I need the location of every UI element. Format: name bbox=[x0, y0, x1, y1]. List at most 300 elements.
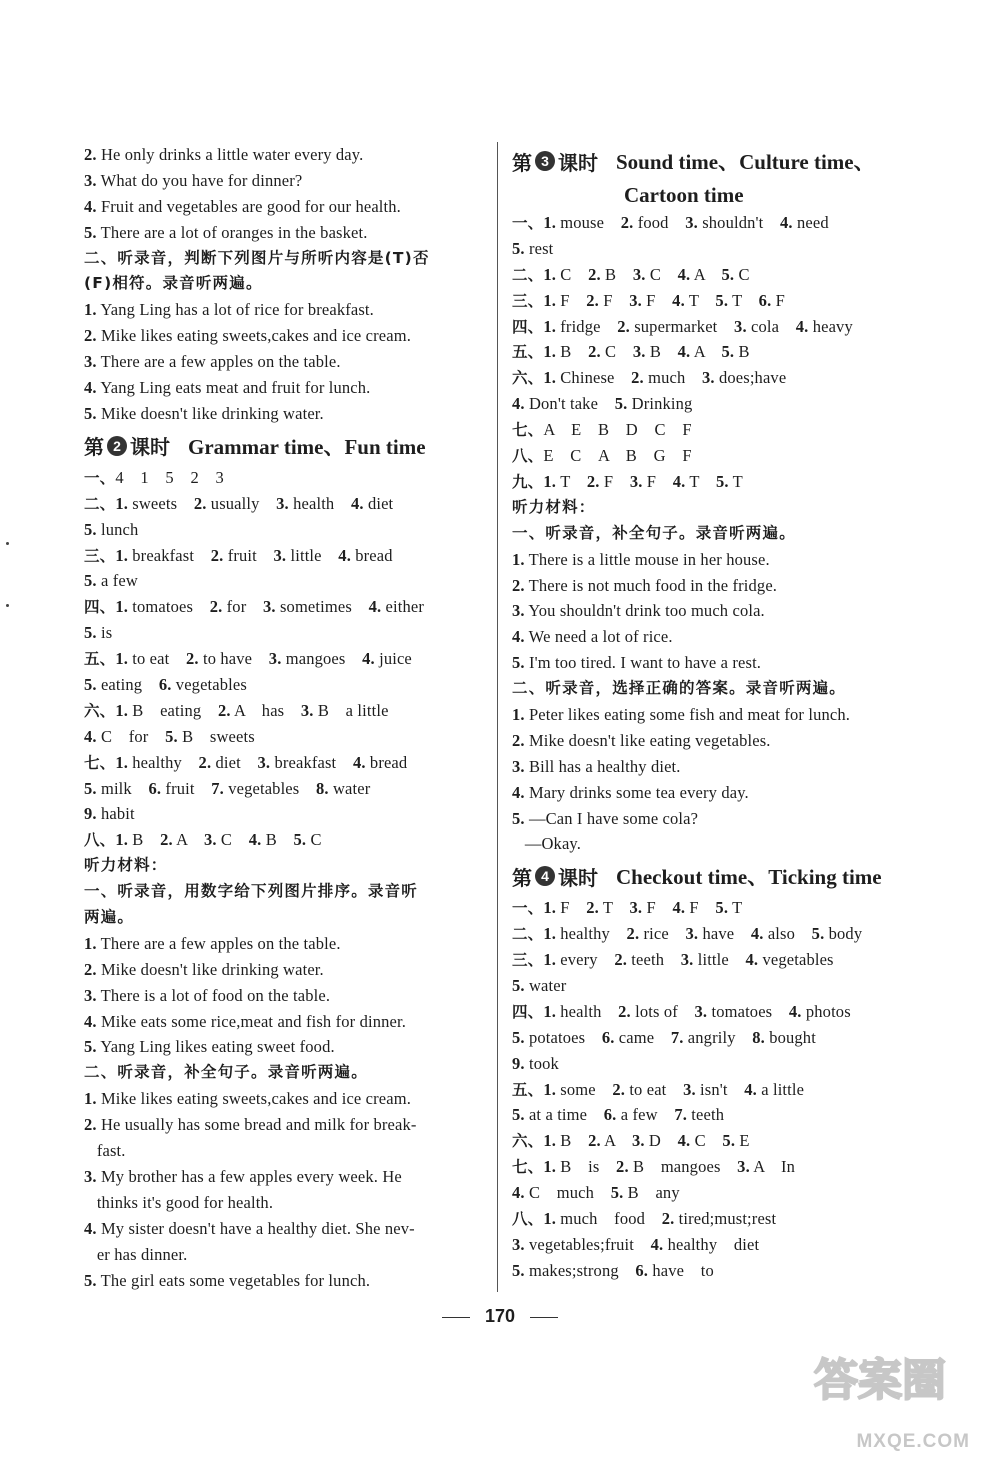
sentence-text: He only drinks a little water every day. bbox=[96, 145, 364, 164]
answer-text: also bbox=[763, 924, 812, 944]
answer-text: healthy bbox=[128, 752, 199, 772]
item-number: 4. bbox=[84, 1011, 97, 1031]
answer-line bbox=[512, 1102, 912, 1128]
answer-number: 1. bbox=[543, 898, 556, 918]
answer-number: 3. bbox=[263, 597, 276, 617]
answer-text: vegetables bbox=[171, 674, 247, 694]
answer-line bbox=[512, 921, 912, 947]
answer-line bbox=[512, 314, 912, 340]
answer-text: A has bbox=[230, 700, 301, 720]
answer-text: isn't bbox=[695, 1079, 745, 1099]
answer-text: tomatoes bbox=[128, 597, 210, 617]
answer-number: 2. bbox=[588, 1131, 601, 1151]
sentence-line bbox=[84, 194, 489, 220]
answer-text: T bbox=[728, 290, 759, 310]
answer-text: usually bbox=[206, 493, 277, 513]
answer-number: 4. bbox=[672, 290, 685, 310]
answer-text: D bbox=[644, 1131, 678, 1151]
answer-line bbox=[512, 1180, 912, 1206]
answer-line bbox=[512, 288, 912, 314]
answer-text: C much bbox=[524, 1183, 611, 1203]
answer-number: 5. bbox=[293, 830, 307, 850]
answer-text: a little bbox=[756, 1079, 805, 1099]
answer-line bbox=[84, 776, 489, 802]
answer-number: 5. bbox=[512, 1027, 525, 1047]
answer-text: B a little bbox=[313, 700, 389, 720]
answer-number: 7. bbox=[674, 1105, 688, 1125]
answer-number: 5. bbox=[84, 519, 97, 539]
answer-number: 2. bbox=[612, 1079, 626, 1099]
item-number: 4. bbox=[84, 1218, 97, 1238]
answer-line bbox=[84, 827, 489, 853]
answer-text: water bbox=[524, 975, 567, 995]
answer-number: 5. bbox=[721, 342, 735, 362]
answer-number: 4. bbox=[745, 950, 759, 970]
sentence-line bbox=[512, 831, 912, 857]
sentence-text: There is a little mouse in her house. bbox=[524, 549, 770, 569]
sentence-line bbox=[512, 728, 912, 754]
answer-number: 5. bbox=[715, 290, 729, 310]
sentence-line bbox=[84, 1034, 489, 1060]
sentence-text: My sister doesn't have a healthy diet. She nev- bbox=[96, 1218, 415, 1238]
sentence-line bbox=[84, 323, 489, 349]
answer-text: A In bbox=[749, 1157, 796, 1177]
answer-line bbox=[512, 1232, 912, 1258]
answer-line bbox=[84, 801, 489, 827]
answer-line bbox=[512, 469, 912, 495]
answer-line bbox=[512, 1128, 912, 1154]
answer-number: 6. bbox=[603, 1105, 617, 1125]
sentence-text: fast. bbox=[84, 1141, 126, 1161]
answer-text: F bbox=[685, 898, 716, 918]
answer-text: fruit bbox=[223, 545, 274, 565]
answer-line bbox=[512, 1051, 912, 1077]
sentence-text: You shouldn't drink too much cola. bbox=[524, 601, 765, 621]
sentence-line bbox=[84, 220, 489, 246]
answer-number: 1. bbox=[543, 1157, 556, 1177]
sentence-line bbox=[512, 780, 912, 806]
answer-text: either bbox=[381, 597, 424, 617]
answer-text: bought bbox=[764, 1027, 816, 1047]
answer-text: 4 1 5 2 3 bbox=[115, 467, 224, 487]
chinese-heading: 两遍。 bbox=[84, 908, 135, 926]
answer-number: 3. bbox=[276, 493, 289, 513]
answer-number: 2. bbox=[198, 752, 212, 772]
answer-number: 2. bbox=[617, 316, 630, 336]
answer-number: 2. bbox=[618, 1001, 631, 1021]
answer-text: A bbox=[172, 830, 204, 850]
answer-line bbox=[512, 391, 912, 417]
sentence-line bbox=[84, 1086, 489, 1112]
sentence-text: Mike eats some rice,meat and fish for dinner. bbox=[96, 1011, 406, 1031]
answer-number: 4. bbox=[248, 830, 262, 850]
sentence-text: —Can I have some cola? bbox=[524, 808, 699, 828]
answer-text: mangoes bbox=[281, 649, 363, 669]
answer-number: 5. bbox=[84, 623, 97, 643]
lesson-suffix: 课时 bbox=[130, 435, 170, 460]
lesson-suffix: 课时 bbox=[558, 150, 598, 175]
sentence-line bbox=[84, 375, 489, 401]
answer-number: 5. bbox=[614, 394, 628, 414]
sentence-text: Bill has a healthy diet. bbox=[524, 756, 681, 776]
item-number: 1. bbox=[512, 704, 525, 724]
item-number: 4. bbox=[512, 627, 525, 647]
sentence-line bbox=[84, 168, 489, 194]
chinese-heading: 听力材料： bbox=[84, 856, 168, 875]
sentence-text: —Okay. bbox=[512, 834, 582, 854]
answer-line bbox=[84, 594, 489, 620]
section-marker: 二、 bbox=[84, 494, 116, 513]
answer-number: 2. bbox=[186, 649, 199, 669]
lesson-prefix: 第 bbox=[84, 435, 104, 460]
sentence-text: There are a few apples on the table. bbox=[96, 352, 341, 372]
lesson-suffix: 课时 bbox=[558, 865, 598, 890]
item-number: 2. bbox=[84, 145, 97, 164]
answer-line bbox=[512, 443, 912, 469]
item-number: 3. bbox=[84, 352, 97, 372]
answer-number: 4. bbox=[512, 1183, 525, 1203]
answer-line bbox=[512, 973, 912, 999]
answer-line bbox=[84, 620, 489, 646]
section-marker: 一、 bbox=[512, 214, 544, 232]
answer-text: teeth bbox=[687, 1105, 725, 1125]
answer-number: 4. bbox=[512, 394, 525, 414]
answer-text: B mangoes bbox=[628, 1157, 738, 1177]
answer-line bbox=[512, 1077, 912, 1103]
answer-text: is bbox=[96, 623, 113, 643]
chinese-heading: 二、听录音，补全句子。录音听两遍。 bbox=[84, 1063, 368, 1082]
answer-number: 9. bbox=[512, 1053, 525, 1073]
answer-number: 1. bbox=[115, 752, 128, 772]
answer-number: 3. bbox=[512, 1234, 525, 1254]
answer-number: 2. bbox=[620, 213, 634, 232]
answer-number: 4. bbox=[677, 342, 691, 362]
sentence-line bbox=[84, 349, 489, 375]
answer-number: 2. bbox=[614, 950, 628, 970]
answer-line bbox=[84, 517, 489, 543]
answer-number: 3. bbox=[632, 264, 646, 284]
sentence-text: He usually has some bread and milk for break- bbox=[96, 1115, 417, 1135]
answer-number: 6. bbox=[148, 778, 162, 798]
answer-line bbox=[512, 417, 912, 443]
answer-line bbox=[84, 543, 489, 569]
answer-text: health bbox=[556, 1001, 619, 1021]
sentence-line bbox=[512, 702, 912, 728]
answer-number: 3. bbox=[268, 649, 282, 669]
answer-number: 3. bbox=[629, 471, 643, 491]
answer-text: every bbox=[556, 950, 615, 970]
chinese-heading: 一、听录音，补全句子。录音听两遍。 bbox=[512, 523, 796, 542]
answer-line bbox=[512, 1154, 912, 1180]
sentence-line bbox=[512, 598, 912, 624]
answer-number: 1. bbox=[543, 950, 556, 970]
answer-text: little bbox=[286, 545, 339, 565]
answer-number: 3. bbox=[273, 545, 287, 565]
answer-text: diet bbox=[211, 752, 258, 772]
lesson-number-badge: 4 bbox=[535, 866, 555, 886]
answer-number: 6. bbox=[601, 1027, 615, 1047]
answer-number: 5. bbox=[84, 778, 97, 798]
answer-text: Drinking bbox=[627, 394, 693, 414]
answer-text: lots of bbox=[630, 1001, 695, 1021]
lesson-number-badge: 2 bbox=[107, 436, 127, 456]
answer-text: F bbox=[598, 290, 630, 310]
answer-number: 4. bbox=[350, 493, 364, 513]
answer-text: at a time bbox=[524, 1105, 604, 1125]
answer-text: C bbox=[690, 1131, 723, 1151]
answer-text: F bbox=[642, 471, 673, 491]
answer-text: fruit bbox=[161, 778, 212, 798]
page-number-dash bbox=[530, 1317, 558, 1318]
answer-text: diet bbox=[363, 493, 394, 513]
answer-text: body bbox=[824, 924, 863, 944]
answer-text: much bbox=[643, 368, 703, 388]
answer-text: fridge bbox=[556, 316, 618, 336]
answer-text: C for bbox=[96, 726, 166, 746]
answer-text: need bbox=[792, 213, 829, 232]
sentence-line bbox=[512, 624, 912, 650]
answer-number: 9. bbox=[84, 804, 97, 824]
answer-text: came bbox=[614, 1027, 671, 1047]
answer-number: 3. bbox=[683, 1079, 696, 1099]
chinese-heading: 二、听录音，判断下列图片与所听内容是(T)否 bbox=[84, 248, 430, 267]
answer-text: shouldn't bbox=[697, 213, 781, 232]
answer-number: 5. bbox=[512, 975, 525, 995]
answer-text: lunch bbox=[96, 519, 139, 539]
answer-number: 1. bbox=[543, 290, 556, 310]
section-marker: 二、 bbox=[512, 925, 544, 944]
answer-text: took bbox=[524, 1053, 559, 1073]
answer-text: to eat bbox=[625, 1079, 684, 1099]
lesson-title: Grammar time、Fun time bbox=[188, 434, 426, 459]
sentence-text: er has dinner. bbox=[84, 1244, 188, 1264]
answer-number: 5. bbox=[610, 1183, 624, 1203]
answer-number: 1. bbox=[543, 316, 556, 336]
lesson-title-line2: Cartoon time bbox=[624, 183, 744, 207]
sentence-text: thinks it's good for health. bbox=[84, 1192, 274, 1212]
watermark-logo-text: 答案圈 bbox=[814, 1355, 946, 1406]
answer-text: B bbox=[600, 264, 633, 284]
answer-text: breakfast bbox=[128, 545, 211, 565]
sentence-text: Peter likes eating some fish and meat for lunch. bbox=[524, 704, 851, 724]
answer-number: 1. bbox=[543, 1079, 556, 1099]
item-number: 4. bbox=[84, 196, 97, 216]
sentence-line bbox=[84, 1009, 489, 1035]
answer-number: 5. bbox=[811, 924, 825, 944]
sentence-text: Mike doesn't like drinking water. bbox=[96, 959, 324, 979]
answer-number: 3. bbox=[734, 316, 747, 336]
section-marker: 七、 bbox=[84, 753, 116, 772]
answer-number: 5. bbox=[512, 1260, 525, 1280]
answer-number: 3. bbox=[203, 830, 217, 850]
sentence-line bbox=[512, 806, 912, 832]
answer-line bbox=[84, 672, 489, 698]
scan-mark bbox=[6, 604, 9, 607]
answer-number: 1. bbox=[543, 213, 556, 232]
answer-number: 1. bbox=[543, 924, 556, 944]
answer-number: 4. bbox=[750, 924, 764, 944]
answer-number: 1. bbox=[543, 1131, 556, 1151]
answer-text: F bbox=[642, 898, 673, 918]
answer-text: eating bbox=[96, 674, 159, 694]
answer-text: F bbox=[599, 471, 630, 491]
section-marker: 一、 bbox=[512, 899, 544, 918]
answer-text: to have bbox=[198, 649, 269, 669]
item-number: 1. bbox=[84, 1089, 97, 1109]
lesson-title: Sound time、Culture time、 bbox=[616, 150, 875, 174]
answer-number: 8. bbox=[316, 778, 329, 798]
answer-number: 1. bbox=[115, 493, 128, 513]
answer-line bbox=[512, 895, 912, 921]
section-marker: 三、 bbox=[512, 951, 544, 970]
answer-number: 2. bbox=[588, 264, 601, 284]
answer-number: 1. bbox=[115, 597, 128, 617]
lesson-heading bbox=[512, 859, 912, 893]
answer-number: 1. bbox=[543, 264, 556, 284]
answer-number: 3. bbox=[694, 1001, 708, 1021]
answer-number: 3. bbox=[300, 700, 314, 720]
answer-text: A bbox=[600, 1131, 632, 1151]
answer-number: 2. bbox=[210, 545, 224, 565]
watermark bbox=[780, 1343, 970, 1453]
answer-number: 1. bbox=[543, 342, 556, 362]
section-marker: 五、 bbox=[512, 343, 544, 362]
answer-text: A E B D C F bbox=[543, 420, 692, 440]
answer-text: B bbox=[556, 1131, 589, 1151]
page-number-text: 170 bbox=[484, 1306, 516, 1326]
lesson-prefix: 第 bbox=[512, 150, 532, 175]
answer-number: 2. bbox=[616, 1157, 629, 1177]
section-marker: 八、 bbox=[512, 1210, 544, 1228]
answer-text: C bbox=[600, 342, 633, 362]
item-number: 5. bbox=[84, 222, 97, 242]
answer-text: B bbox=[645, 342, 678, 362]
item-number: 3. bbox=[84, 1166, 97, 1186]
sentence-line bbox=[84, 297, 489, 323]
answer-number: 3. bbox=[257, 752, 271, 772]
sentence-text: The girl eats some vegetables for lunch. bbox=[96, 1270, 371, 1290]
sentence-text: Fruit and vegetables are good for our health. bbox=[96, 196, 401, 216]
sentence-text: Mary drinks some tea every day. bbox=[524, 782, 749, 802]
answer-text: healthy bbox=[556, 924, 627, 944]
answer-text: tomatoes bbox=[707, 1001, 789, 1021]
answer-line bbox=[84, 568, 489, 594]
answer-number: 2. bbox=[661, 1209, 675, 1228]
sentence-text: Mike likes eating sweets,cakes and ice cream. bbox=[96, 1089, 412, 1109]
sentence-line bbox=[84, 142, 489, 168]
sentence-line bbox=[84, 1190, 489, 1216]
sentence-line bbox=[84, 1242, 489, 1268]
answer-text: much food bbox=[556, 1209, 662, 1228]
answer-text: rice bbox=[639, 924, 686, 944]
answer-text: Chinese bbox=[556, 368, 632, 388]
lesson-title: Checkout time、Ticking time bbox=[616, 865, 882, 890]
answer-text: T bbox=[685, 471, 717, 491]
answer-number: 2. bbox=[209, 597, 223, 617]
sentence-text: Mike likes eating sweets,cakes and ice cream. bbox=[96, 326, 412, 346]
answer-text: vegetables;fruit bbox=[524, 1234, 651, 1254]
sentence-line bbox=[84, 1268, 489, 1294]
answer-text: photos bbox=[801, 1001, 851, 1021]
answer-number: 4. bbox=[368, 597, 382, 617]
answer-text: T bbox=[598, 898, 630, 918]
answer-number: 4. bbox=[362, 649, 375, 669]
answer-number: 2. bbox=[586, 290, 599, 310]
answer-line bbox=[512, 365, 912, 391]
answer-number: 1. bbox=[115, 830, 128, 850]
answer-number: 2. bbox=[160, 830, 173, 850]
answer-text: potatoes bbox=[524, 1027, 602, 1047]
answer-text: breakfast bbox=[270, 752, 353, 772]
answer-number: 1. bbox=[543, 368, 556, 388]
answer-number: 4. bbox=[352, 752, 366, 772]
sentence-line bbox=[512, 650, 912, 676]
answer-number: 4. bbox=[338, 545, 351, 565]
answer-text: C bbox=[645, 264, 678, 284]
item-number: 3. bbox=[512, 601, 525, 621]
answer-text: sometimes bbox=[275, 597, 369, 617]
answer-text: bread bbox=[365, 752, 408, 772]
watermark-text: MXQE.COM bbox=[856, 1431, 970, 1452]
item-number: 5. bbox=[84, 1037, 97, 1057]
answer-number: 3. bbox=[629, 290, 642, 310]
answer-text: E bbox=[735, 1131, 750, 1151]
sentence-text: There is a lot of food on the table. bbox=[96, 985, 331, 1005]
column-divider bbox=[497, 142, 498, 1292]
answer-text: F bbox=[556, 898, 587, 918]
answer-number: 4. bbox=[788, 1001, 802, 1021]
answer-number: 3. bbox=[631, 1131, 645, 1151]
answer-number: 4. bbox=[744, 1079, 757, 1099]
section-marker: 一、 bbox=[84, 468, 116, 487]
answer-text: have to bbox=[648, 1260, 714, 1280]
chinese-heading: 一、听录音，用数字给下列图片排序。录音听 bbox=[84, 882, 419, 901]
answer-number: 7. bbox=[670, 1027, 684, 1047]
answer-number: 1. bbox=[543, 1001, 556, 1021]
answer-number: 4. bbox=[650, 1234, 664, 1254]
sentence-line bbox=[84, 983, 489, 1009]
answer-text: B bbox=[128, 830, 161, 850]
item-number: 5. bbox=[84, 403, 97, 423]
section-marker: 五、 bbox=[84, 650, 116, 669]
answer-text: F bbox=[641, 290, 673, 310]
sentence-text: There is not much food in the fridge. bbox=[524, 575, 778, 595]
item-number: 1. bbox=[84, 933, 97, 953]
chinese-heading: (F)相符。录音听两遍。 bbox=[84, 274, 263, 293]
section-marker: 九、 bbox=[512, 472, 544, 491]
section-marker: 四、 bbox=[512, 317, 544, 336]
item-number: 2. bbox=[84, 326, 97, 346]
answer-number: 5. bbox=[165, 726, 178, 746]
answer-text: angrily bbox=[683, 1027, 753, 1047]
answer-number: 5. bbox=[512, 1105, 525, 1125]
section-marker: 五、 bbox=[512, 1080, 544, 1099]
answer-line bbox=[512, 262, 912, 288]
answer-text: B sweets bbox=[177, 726, 255, 746]
answer-number: 3. bbox=[629, 898, 643, 918]
sentence-text: Yang Ling eats meat and fruit for lunch. bbox=[96, 378, 371, 398]
sentence-text: There are a lot of oranges in the basket. bbox=[96, 222, 368, 242]
answer-number: 4. bbox=[672, 898, 686, 918]
answer-text: health bbox=[288, 493, 351, 513]
answer-line bbox=[512, 339, 912, 365]
answer-text: F bbox=[771, 290, 785, 310]
sentence-line bbox=[84, 957, 489, 983]
answer-text: vegetables bbox=[223, 778, 316, 798]
answer-number: 4. bbox=[677, 1131, 691, 1151]
answer-number: 4. bbox=[677, 264, 691, 284]
answer-line bbox=[84, 465, 489, 491]
